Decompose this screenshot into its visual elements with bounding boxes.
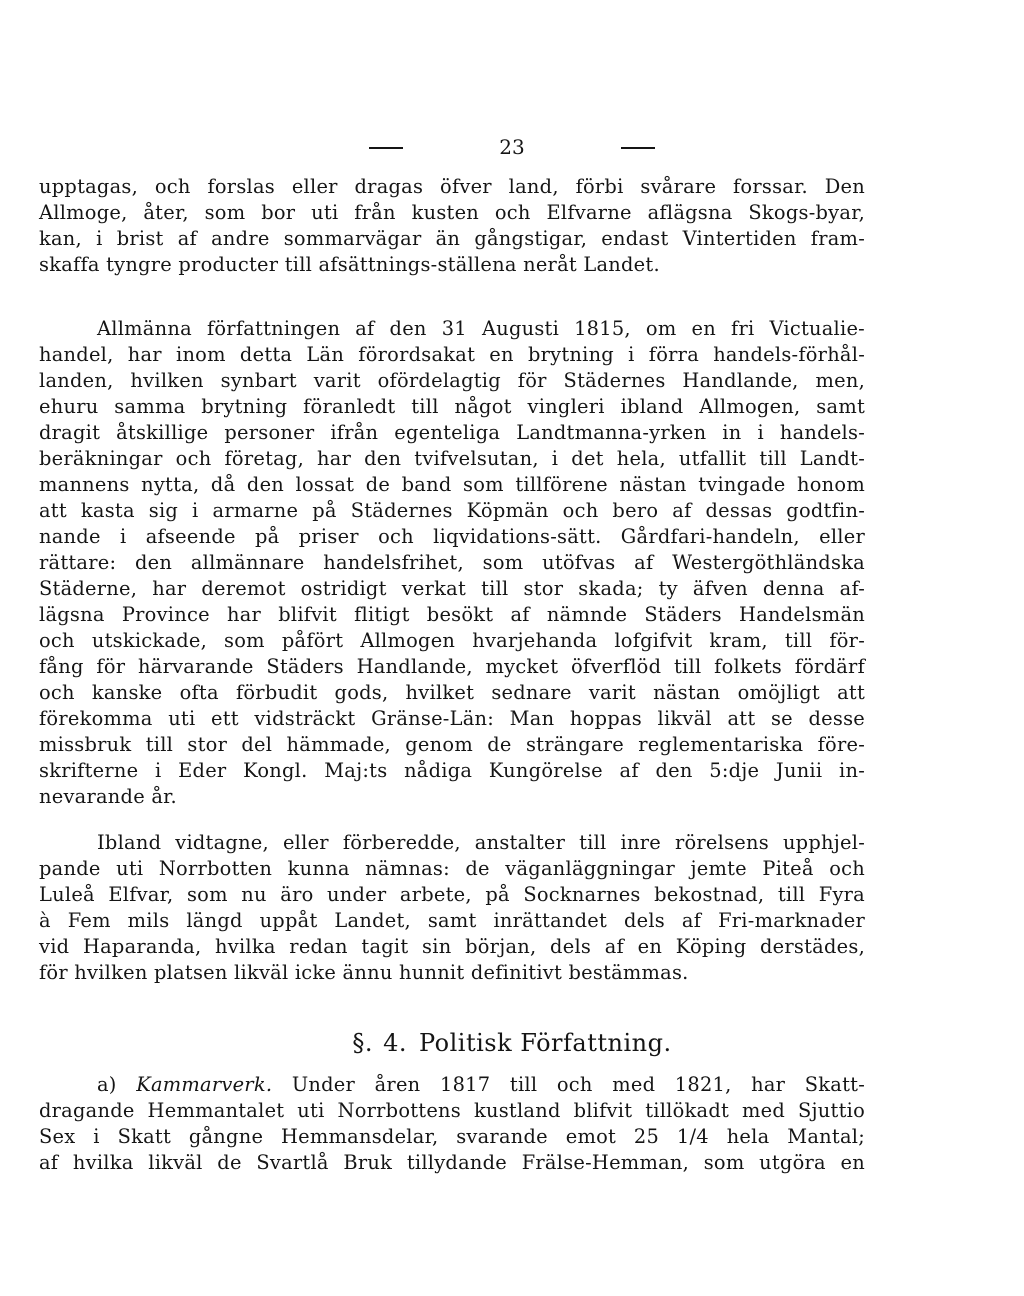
text-line: Allmänna författningen af den 31 Augusti 1815, om en fri Victualie- — [97, 317, 865, 340]
text-line: skaffa tyngre producter till afsättnings-ställena neråt Landet. — [39, 253, 660, 276]
text-line: à Fem mils längd uppåt Landet, samt inrättandet dels af Fri-marknader — [39, 909, 865, 932]
section-number: 4. — [383, 1029, 407, 1057]
text-line: beräkningar och företag, har den tvifvelsutan, i det hela, utfallit till Landt- — [39, 447, 865, 470]
text-line: handel, har inom detta Län förordsakat en brytning i förra handels-förhål- — [39, 343, 865, 366]
text-line — [39, 1072, 865, 1098]
text-line: rättare: den allmännare handelsfrihet, som utöfvas af Westergöthländska — [39, 551, 865, 574]
text-line: fång för härvarande Städers Handlande, mycket öfverflöd till folkets fördärf — [39, 655, 865, 678]
text-line: dragit åtskillige personer ifrån egenteliga Landtmanna-yrken in i handels- — [39, 421, 865, 444]
text-line: kan, i brist af andre sommarvägar än gångstigar, endast Vintertiden fram- — [39, 227, 865, 250]
page-header — [0, 134, 1024, 161]
section-title: Politisk Författning. — [418, 1029, 672, 1057]
text-line: lägsna Province har blifvit flitigt besökt af nämnde Städers Handelsmän — [39, 603, 865, 626]
text-line: mannens nytta, då den lossat de band som tillförene nästan tvingade honom — [39, 473, 865, 496]
text-line: Allmoge, åter, som bor uti från kusten och Elfvarne aflägsna Skogs-byar, — [39, 201, 865, 224]
section-symbol: §. — [352, 1029, 374, 1057]
paragraph-2 — [39, 316, 865, 810]
text-line: af hvilka likväl de Svartlå Bruk tillydande Frälse-Hemman, som utgöra en — [39, 1151, 865, 1174]
page-number: 23 — [499, 135, 525, 159]
text-line: upptagas, och forslas eller dragas öfver land, förbi svårare forssar. Den — [39, 175, 865, 198]
header-right-dash — [621, 147, 655, 149]
text-line: missbruk till stor del hämmade, genom de strängare reglementariska före- — [39, 733, 865, 756]
text-line: vid Haparanda, hvilka redan tagit sin början, dels af en Köping derstädes, — [39, 935, 865, 958]
text-line: nevarande år. — [39, 785, 177, 808]
paragraph-4 — [39, 1072, 865, 1176]
header-left-dash — [369, 147, 403, 149]
paragraph-3 — [39, 830, 865, 986]
text-line: att kasta sig i armarne på Städernes Köpmän och bero af dessas godtfin- — [39, 499, 865, 522]
section-heading — [0, 1028, 1024, 1058]
text-line: ehuru samma brytning föranledt till något vingleri ibland Allmogen, samt — [39, 395, 865, 418]
text-line: dragande Hemmantalet uti Norrbottens kustland blifvit tillökadt med Sjuttio — [39, 1099, 865, 1122]
text-line: skrifterne i Eder Kongl. Maj:ts nådiga Kungörelse af den 5:dje Junii in- — [39, 759, 865, 782]
text-line: pande uti Norrbotten kunna nämnas: de väganläggningar jemte Piteå och — [39, 857, 865, 880]
text-line: Sex i Skatt gångne Hemmansdelar, svarande emot 25 1/4 hela Mantal; — [39, 1125, 865, 1148]
text-line: Luleå Elfvar, som nu äro under arbete, på Socknarnes bekostnad, till Fyra — [39, 883, 865, 906]
line-rest: Under åren 1817 till och med 1821, har Skatt- — [291, 1073, 865, 1096]
list-marker: a) — [97, 1073, 117, 1096]
text-line: för hvilken platsen likväl icke ännu hunnit definitivt bestämmas. — [39, 961, 689, 984]
text-line: och kanske ofta förbudit gods, hvilket sednare varit nästan omöjligt att — [39, 681, 865, 704]
paragraph-1 — [39, 174, 865, 278]
text-line: Städerne, har deremot ostridigt verkat till stor skada; ty äfven denna af- — [39, 577, 865, 600]
text-line: förekomma uti ett vidsträckt Gränse-Län: Man hoppas likväl att se desse — [39, 707, 865, 730]
italic-term: Kammarverk. — [136, 1073, 273, 1096]
text-line: Ibland vidtagne, eller förberedde, anstalter till inre rörelsens upphjel- — [97, 831, 865, 854]
text-line: nande i afseende på priser och liqvidations-sätt. Gårdfari-handeln, eller — [39, 525, 865, 548]
text-line: landen, hvilken synbart varit ofördelagtig för Städernes Handlande, men, — [39, 369, 865, 392]
text-line: och utskickade, som påfört Allmogen hvarjehanda lofgifvit kram, till för- — [39, 629, 865, 652]
